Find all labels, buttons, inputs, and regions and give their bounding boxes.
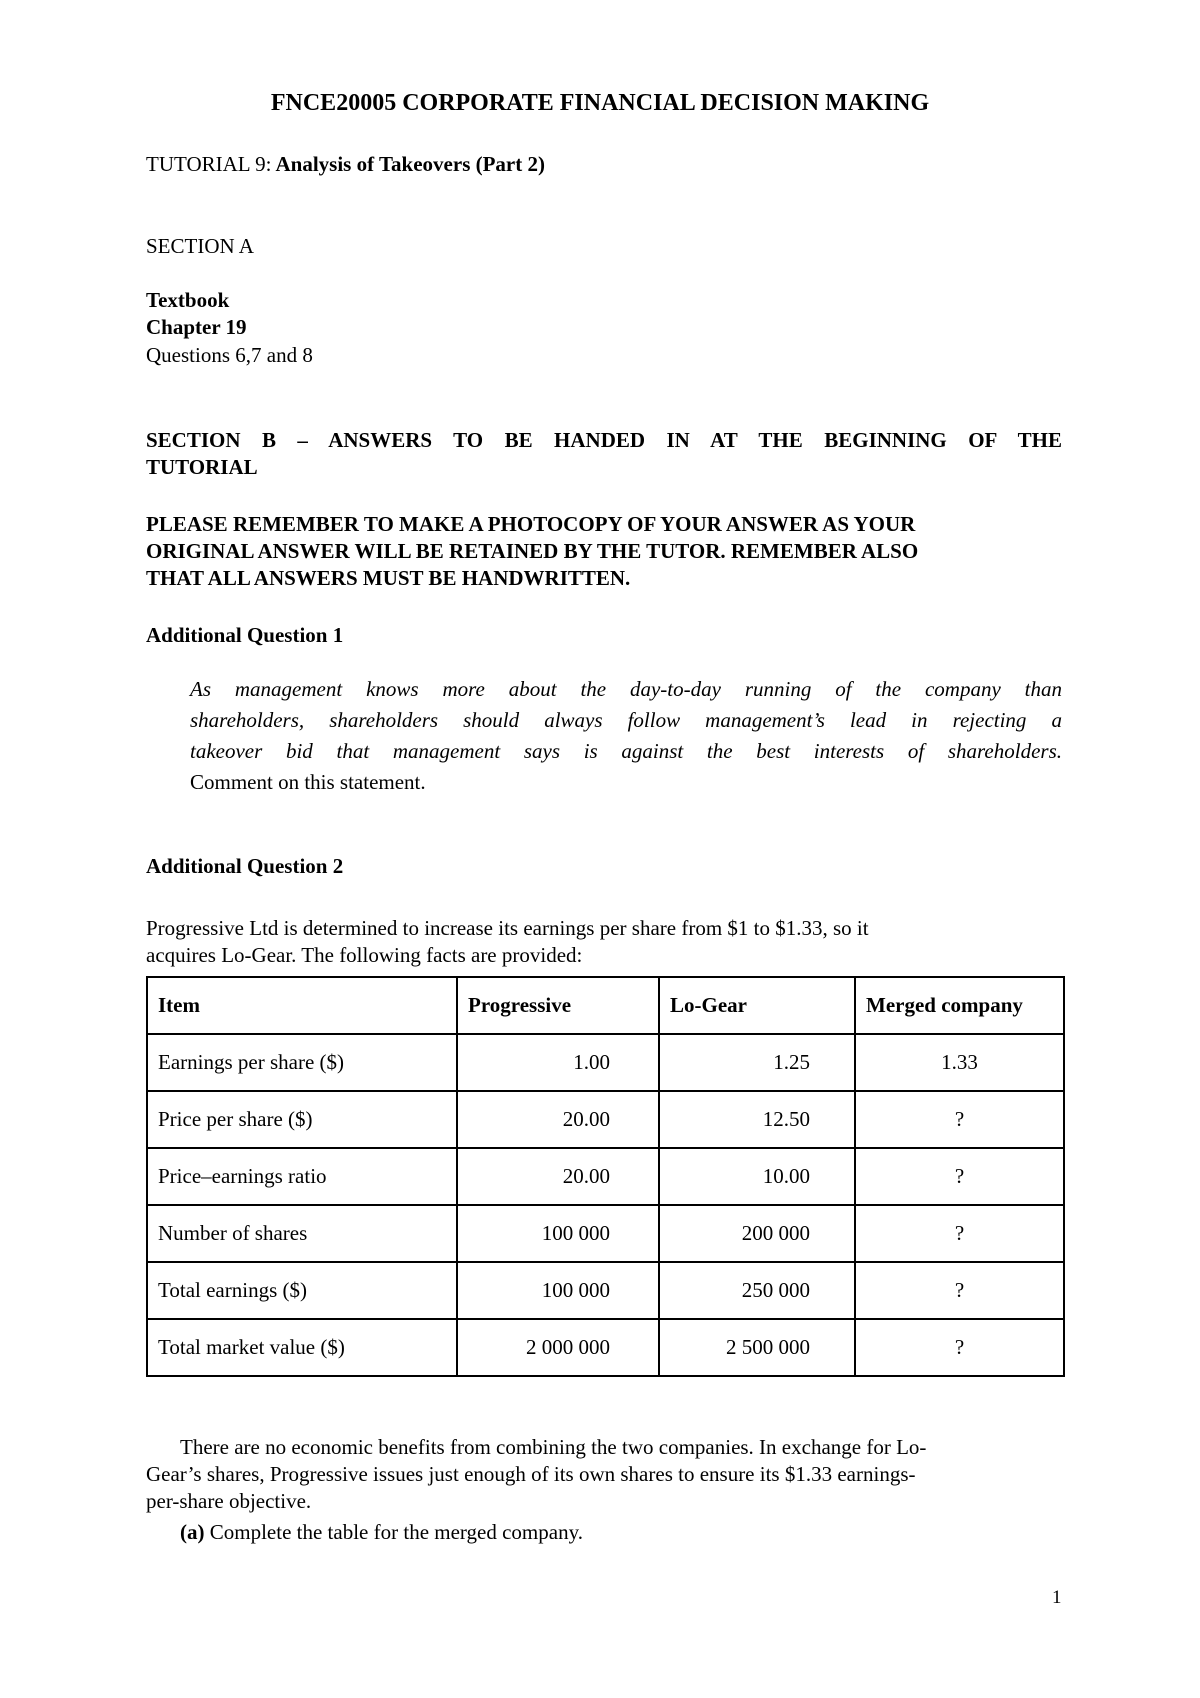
table-row	[147, 1319, 1064, 1376]
chapter-label: Chapter 19	[146, 315, 247, 339]
progressive-value: 1.00	[457, 1034, 659, 1091]
header-merged-company: Merged company	[855, 977, 1064, 1034]
header-item: Item	[147, 977, 457, 1034]
tutorial-line	[146, 150, 1062, 178]
additional-question-1-heading: Additional Question 1	[146, 623, 344, 647]
aq2-intro-line1: Progressive Ltd is determined to increase its earnings per share from $1 to $1.33, so it	[146, 916, 869, 940]
aq1-statement-line3: takeover bid that management says is against the best interests of shareholders.	[190, 739, 1062, 763]
scenario-line3: per-share objective.	[146, 1489, 312, 1513]
progressive-value: 100 000	[457, 1205, 659, 1262]
page-number: 1	[1052, 1587, 1062, 1608]
lo-gear-value: 200 000	[659, 1205, 855, 1262]
additional-question-2-heading: Additional Question 2	[146, 854, 344, 878]
lo-gear-value: 250 000	[659, 1262, 855, 1319]
row-label: Price–earnings ratio	[147, 1148, 457, 1205]
lo-gear-value: 10.00	[659, 1148, 855, 1205]
row-label: Total market value ($)	[147, 1319, 457, 1376]
questions-text: Questions 6,7 and 8	[146, 343, 313, 367]
progressive-value: 100 000	[457, 1262, 659, 1319]
lo-gear-value: 12.50	[659, 1091, 855, 1148]
table-header-row	[147, 977, 1064, 1034]
merger-facts-table	[146, 976, 1065, 1377]
merged-value: ?	[855, 1262, 1064, 1319]
progressive-value: 20.00	[457, 1148, 659, 1205]
merged-value: 1.33	[855, 1034, 1064, 1091]
merged-value: ?	[855, 1148, 1064, 1205]
tutorial-topic: Analysis of Takeovers (Part 2)	[271, 152, 545, 176]
row-label: Total earnings ($)	[147, 1262, 457, 1319]
header-progressive: Progressive	[457, 977, 659, 1034]
aq1-statement-line1: As management knows more about the day-to-day running of the company than	[190, 677, 1062, 701]
aq1-instruction: Comment on this statement.	[190, 770, 426, 794]
merged-value: ?	[855, 1319, 1064, 1376]
table-row	[147, 1091, 1064, 1148]
aq1-statement-line2: shareholders, shareholders should always follow management’s lead in rejecting a	[190, 708, 1062, 732]
row-label: Number of shares	[147, 1205, 457, 1262]
progressive-value: 2 000 000	[457, 1319, 659, 1376]
textbook-label: Textbook	[146, 288, 230, 312]
section-b-heading-line2: TUTORIAL	[146, 455, 258, 479]
table-row	[147, 1205, 1064, 1262]
notice-line1: PLEASE REMEMBER TO MAKE A PHOTOCOPY OF YOUR ANSWER AS YOUR	[146, 512, 916, 536]
merged-value: ?	[855, 1205, 1064, 1262]
notice-line3: THAT ALL ANSWERS MUST BE HANDWRITTEN.	[146, 566, 631, 590]
lo-gear-value: 2 500 000	[659, 1319, 855, 1376]
merged-value: ?	[855, 1091, 1064, 1148]
header-lo-gear: Lo-Gear	[659, 977, 855, 1034]
table-row	[147, 1262, 1064, 1319]
section-b-heading-line1: SECTION B – ANSWERS TO BE HANDED IN AT THE BEGINNING OF THE	[146, 428, 1062, 452]
notice-line2: ORIGINAL ANSWER WILL BE RETAINED BY THE TUTOR. REMEMBER ALSO	[146, 539, 919, 563]
progressive-value: 20.00	[457, 1091, 659, 1148]
aq2-intro-line2: acquires Lo-Gear. The following facts are provided:	[146, 943, 583, 967]
section-a-heading: SECTION A	[146, 234, 254, 258]
scenario-line2: Gear’s shares, Progressive issues just enough of its own shares to ensure its $1.33 earnings-	[146, 1462, 916, 1486]
table-row	[147, 1034, 1064, 1091]
table-row	[147, 1148, 1064, 1205]
scenario-line1: There are no economic benefits from combining the two companies. In exchange for Lo-	[180, 1435, 927, 1459]
row-label: Price per share ($)	[147, 1091, 457, 1148]
part-a-text: Complete the table for the merged company.	[204, 1520, 583, 1544]
part-a-label: (a)	[180, 1520, 205, 1544]
document-title: FNCE20005 CORPORATE FINANCIAL DECISION MAKING	[270, 90, 930, 116]
row-label: Earnings per share ($)	[147, 1034, 457, 1091]
part-a-question	[180, 1518, 1062, 1546]
tutorial-label: TUTORIAL 9:	[146, 152, 272, 176]
lo-gear-value: 1.25	[659, 1034, 855, 1091]
